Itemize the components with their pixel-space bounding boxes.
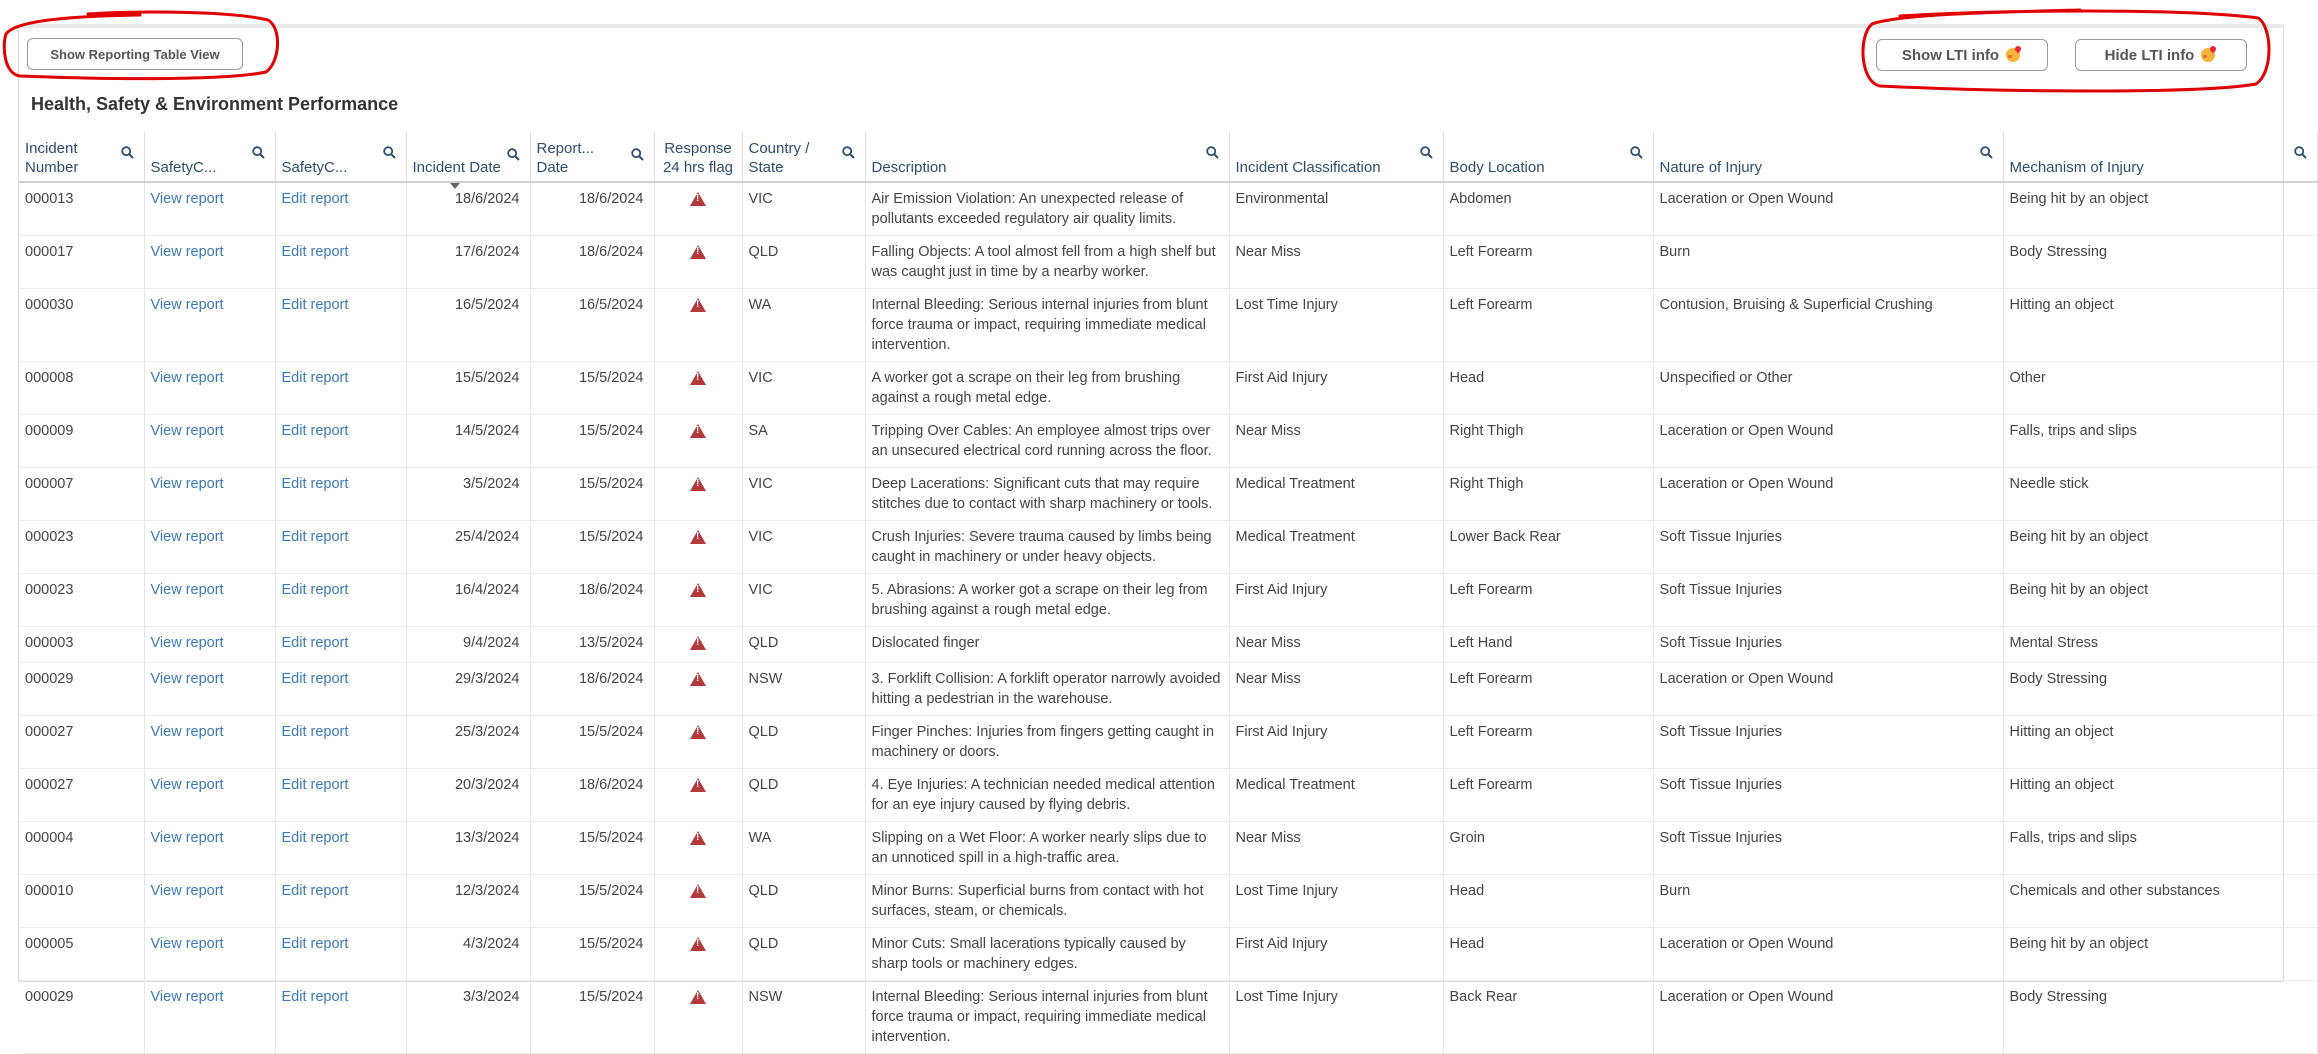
cell-incident-date: 25/4/2024 [406,521,530,574]
cell-safetyc-edit[interactable]: Edit report [275,574,406,627]
cell-description: 3. Forklift Collision: A forklift operator narrowly avoided hitting a pedestrian in the warehouse. [865,663,1229,716]
cell-report-date: 15/5/2024 [530,521,654,574]
cell-response-24hrs-flag [654,521,742,574]
hide-lti-info-label: Hide LTI info [2104,46,2195,64]
cell-country-state: WA [742,822,865,875]
page-title: Health, Safety & Environment Performance [31,94,399,114]
search-icon[interactable] [842,146,855,159]
cell-country-state: VIC [742,521,865,574]
cell-safetyc-view[interactable]: View report [144,663,275,716]
cell-nature-of-injury: Soft Tissue Injuries [1653,822,2003,875]
cell-body-location: Left Forearm [1443,289,1653,362]
cell-safetyc-edit[interactable]: Edit report [275,627,406,663]
cell-mechanism-of-injury: Being hit by an object [2003,928,2317,981]
cell-nature-of-injury: Soft Tissue Injuries [1653,521,2003,574]
table-row [19,981,2317,1054]
cell-mechanism-of-injury: Falls, trips and slips [2003,415,2317,468]
cell-description: 4. Eye Injuries: A technician needed medical attention for an eye injury caused by flying debris. [865,769,1229,822]
cell-country-state: SA [742,415,865,468]
table-body [19,182,2317,1054]
cell-incident-date: 13/3/2024 [406,822,530,875]
column-header-label: Response 24 hrs flag [662,140,734,176]
cell-report-date: 16/5/2024 [530,289,654,362]
warning-icon [690,477,706,491]
cell-safetyc-view[interactable]: View report [144,928,275,981]
warning-icon [690,672,706,686]
table-row [19,362,2317,415]
column-header-label: Incident Classification [1235,159,1381,176]
cell-incident-date: 3/5/2024 [406,468,530,521]
cell-body-location: Abdomen [1443,182,1653,236]
cell-report-date: 15/5/2024 [530,362,654,415]
column-header-country-state[interactable] [742,132,865,182]
cell-country-state: QLD [742,928,865,981]
cell-incident-classification: First Aid Injury [1229,574,1443,627]
cell-incident-date: 25/3/2024 [406,716,530,769]
column-header-label: SafetyC... [281,159,348,176]
search-icon[interactable] [2294,146,2307,159]
warning-icon [690,298,706,312]
cell-safetyc-view[interactable]: View report [144,822,275,875]
cell-report-date: 15/5/2024 [530,875,654,928]
cell-report-date: 13/5/2024 [530,627,654,663]
cell-description: Deep Lacerations: Significant cuts that may require stitches due to contact with sharp machinery or tools. [865,468,1229,521]
column-header-response-24hrs-flag[interactable] [654,132,742,182]
table-row [19,663,2317,716]
cell-nature-of-injury: Soft Tissue Injuries [1653,627,2003,663]
search-icon[interactable] [1980,146,1993,159]
cell-mechanism-of-injury: Needle stick [2003,468,2317,521]
cell-description: Air Emission Violation: An unexpected release of pollutants exceeded regulatory air quality limits. [865,182,1229,236]
cell-response-24hrs-flag [654,875,742,928]
cell-body-location: Head [1443,928,1653,981]
cell-report-date: 18/6/2024 [530,769,654,822]
search-icon[interactable] [1420,146,1433,159]
cell-description: Tripping Over Cables: An employee almost trips over an unsecured electrical cord running across the floor. [865,415,1229,468]
cell-mechanism-of-injury: Being hit by an object [2003,182,2317,236]
cell-safetyc-edit[interactable]: Edit report [275,236,406,289]
warning-icon [690,884,706,898]
column-header-incident-classification[interactable] [1229,132,1443,182]
cell-incident-classification: Near Miss [1229,236,1443,289]
cell-incident-classification: Environmental [1229,182,1443,236]
warning-icon [690,530,706,544]
table-row [19,415,2317,468]
cell-nature-of-injury: Laceration or Open Wound [1653,182,2003,236]
cell-description: Finger Pinches: Injuries from fingers getting caught in machinery or doors. [865,716,1229,769]
cell-mechanism-of-injury: Other [2003,362,2317,415]
warning-icon [690,831,706,845]
cell-body-location: Left Hand [1443,627,1653,663]
cell-report-date: 18/6/2024 [530,663,654,716]
column-header-label: SafetyC... [150,159,217,176]
column-header-label: Country / State [748,140,810,176]
warning-icon [690,990,706,1004]
warning-icon [690,424,706,438]
cell-safetyc-edit[interactable]: Edit report [275,289,406,362]
cell-incident-classification: First Aid Injury [1229,716,1443,769]
cell-incident-date: 9/4/2024 [406,627,530,663]
table-row [19,236,2317,289]
cell-description: Minor Cuts: Small lacerations typically caused by sharp tools or machinery edges. [865,928,1229,981]
cell-incident-classification: Medical Treatment [1229,769,1443,822]
cell-nature-of-injury: Laceration or Open Wound [1653,928,2003,981]
cell-incident-number: 000029 [19,981,144,1054]
cell-nature-of-injury: Laceration or Open Wound [1653,468,2003,521]
cell-report-date: 15/5/2024 [530,981,654,1054]
column-header-label: Body Location [1449,159,1545,176]
cell-response-24hrs-flag [654,981,742,1054]
cell-body-location: Left Forearm [1443,663,1653,716]
cell-response-24hrs-flag [654,627,742,663]
cell-response-24hrs-flag [654,415,742,468]
column-header-incident-date[interactable] [406,132,530,182]
cell-response-24hrs-flag [654,289,742,362]
cell-body-location: Left Forearm [1443,574,1653,627]
cell-incident-classification: First Aid Injury [1229,928,1443,981]
cell-safetyc-view[interactable]: View report [144,627,275,663]
cell-incident-date: 15/5/2024 [406,362,530,415]
cell-description: Minor Burns: Superficial burns from contact with hot surfaces, steam, or chemicals. [865,875,1229,928]
cell-report-date: 18/6/2024 [530,182,654,236]
cell-mechanism-of-injury: Body Stressing [2003,981,2317,1054]
cell-body-location: Head [1443,875,1653,928]
cell-mechanism-of-injury: Being hit by an object [2003,574,2317,627]
cell-safetyc-view[interactable]: View report [144,362,275,415]
cell-incident-classification: Lost Time Injury [1229,981,1443,1054]
cell-safetyc-edit[interactable]: Edit report [275,875,406,928]
column-header-label: Incident Date [412,159,501,176]
warning-icon [690,725,706,739]
cell-incident-date: 29/3/2024 [406,663,530,716]
search-icon[interactable] [1206,146,1219,159]
show-reporting-table-view-label: Show Reporting Table View [50,46,220,62]
smiling-face-hearts-icon [2006,48,2022,62]
cell-country-state: NSW [742,663,865,716]
cell-response-24hrs-flag [654,822,742,875]
cell-incident-classification: Near Miss [1229,415,1443,468]
cell-country-state: QLD [742,716,865,769]
cell-country-state: VIC [742,468,865,521]
cell-body-location: Left Forearm [1443,716,1653,769]
column-header-label: Report... Date [536,140,595,176]
cell-incident-date: 3/3/2024 [406,981,530,1054]
table-row [19,182,2317,236]
warning-icon [690,778,706,792]
cell-incident-number: 000023 [19,574,144,627]
sort-descending-icon[interactable] [450,183,460,189]
cell-response-24hrs-flag [654,663,742,716]
cell-incident-classification: Lost Time Injury [1229,289,1443,362]
cell-incident-number: 000023 [19,521,144,574]
cell-incident-classification: Near Miss [1229,822,1443,875]
search-icon[interactable] [507,148,520,161]
cell-incident-number: 000017 [19,236,144,289]
search-icon[interactable] [252,146,265,159]
cell-safetyc-view[interactable]: View report [144,769,275,822]
cell-nature-of-injury: Soft Tissue Injuries [1653,769,2003,822]
cell-incident-number: 000027 [19,716,144,769]
cell-mechanism-of-injury: Hitting an object [2003,769,2317,822]
cell-safetyc-edit[interactable]: Edit report [275,521,406,574]
cell-incident-number: 000030 [19,289,144,362]
cell-report-date: 15/5/2024 [530,468,654,521]
cell-description: Internal Bleeding: Serious internal injuries from blunt force trauma or impact, requiring immediate medical intervention. [865,289,1229,362]
column-header-safetyc-edit[interactable] [275,132,406,182]
cell-incident-number: 000029 [19,663,144,716]
cell-safetyc-edit[interactable]: Edit report [275,716,406,769]
cell-mechanism-of-injury: Hitting an object [2003,716,2317,769]
cell-safetyc-view[interactable]: View report [144,182,275,236]
cell-safetyc-view[interactable]: View report [144,981,275,1054]
cell-nature-of-injury: Burn [1653,236,2003,289]
cell-report-date: 18/6/2024 [530,574,654,627]
search-icon[interactable] [383,146,396,159]
cell-country-state: QLD [742,236,865,289]
cell-mechanism-of-injury: Being hit by an object [2003,521,2317,574]
cell-description: A worker got a scrape on their leg from brushing against a rough metal edge. [865,362,1229,415]
cell-response-24hrs-flag [654,182,742,236]
cell-incident-classification: Near Miss [1229,663,1443,716]
cell-country-state: QLD [742,769,865,822]
cell-response-24hrs-flag [654,716,742,769]
cell-incident-classification: Medical Treatment [1229,521,1443,574]
incident-table [19,132,2318,1054]
cell-safetyc-edit[interactable]: Edit report [275,182,406,236]
cell-safetyc-view[interactable]: View report [144,521,275,574]
cell-response-24hrs-flag [654,236,742,289]
table-row [19,289,2317,362]
cell-safetyc-view[interactable]: View report [144,236,275,289]
cell-safetyc-edit[interactable]: Edit report [275,769,406,822]
cell-incident-number: 000027 [19,769,144,822]
cell-mechanism-of-injury: Chemicals and other substances [2003,875,2317,928]
column-header-nature-of-injury[interactable] [1653,132,2003,182]
cell-incident-number: 000013 [19,182,144,236]
cell-mechanism-of-injury: Mental Stress [2003,627,2317,663]
warning-icon [690,937,706,951]
cell-mechanism-of-injury: Hitting an object [2003,289,2317,362]
cell-description: Internal Bleeding: Serious internal injuries from blunt force trauma or impact, requiring immediate medical intervention. [865,981,1229,1054]
warning-icon [690,583,706,597]
column-header-body-location[interactable] [1443,132,1653,182]
cell-safetyc-view[interactable]: View report [144,574,275,627]
cell-incident-date: 4/3/2024 [406,928,530,981]
cell-nature-of-injury: Soft Tissue Injuries [1653,716,2003,769]
cell-mechanism-of-injury: Body Stressing [2003,236,2317,289]
column-header-label: Description [871,159,947,176]
cell-safetyc-view[interactable]: View report [144,415,275,468]
table-row [19,716,2317,769]
column-header-report-date[interactable] [530,132,654,182]
cell-mechanism-of-injury: Body Stressing [2003,663,2317,716]
column-header-incident-number[interactable] [19,132,144,182]
column-header-description[interactable] [865,132,1229,182]
cell-incident-number: 000003 [19,627,144,663]
cell-safetyc-edit[interactable]: Edit report [275,663,406,716]
cell-safetyc-view[interactable]: View report [144,875,275,928]
cell-incident-date: 16/4/2024 [406,574,530,627]
cell-report-date: 15/5/2024 [530,822,654,875]
cell-nature-of-injury: Laceration or Open Wound [1653,663,2003,716]
cell-incident-date: 12/3/2024 [406,875,530,928]
cell-incident-number: 000007 [19,468,144,521]
table-row [19,521,2317,574]
cell-country-state: NSW [742,981,865,1054]
cell-safetyc-edit[interactable]: Edit report [275,822,406,875]
cell-response-24hrs-flag [654,928,742,981]
cell-safetyc-edit[interactable]: Edit report [275,928,406,981]
cell-country-state: VIC [742,362,865,415]
app-frame [18,24,2284,1045]
cell-body-location: Groin [1443,822,1653,875]
search-icon[interactable] [121,146,134,159]
column-header-label: Nature of Injury [1659,159,1763,176]
cell-nature-of-injury: Burn [1653,875,2003,928]
column-header-label: Incident Number [25,140,79,176]
hide-lti-info-button[interactable] [2075,39,2247,71]
smiling-face-hearts-icon [2201,48,2217,62]
warning-icon [690,245,706,259]
show-lti-info-button[interactable] [1876,39,2048,71]
cell-safetyc-view[interactable]: View report [144,468,275,521]
cell-body-location: Right Thigh [1443,415,1653,468]
cell-incident-number: 000009 [19,415,144,468]
cell-mechanism-of-injury: Falls, trips and slips [2003,822,2317,875]
cell-incident-classification: First Aid Injury [1229,362,1443,415]
incident-table-container[interactable] [19,132,2285,1045]
table-row [19,574,2317,627]
cell-description: Falling Objects: A tool almost fell from a high shelf but was caught just in time by a nearby worker. [865,236,1229,289]
cell-safetyc-edit[interactable]: Edit report [275,362,406,415]
cell-incident-date: 20/3/2024 [406,769,530,822]
cell-report-date: 15/5/2024 [530,716,654,769]
cell-nature-of-injury: Unspecified or Other [1653,362,2003,415]
warning-icon [690,192,706,206]
column-header-mechanism-of-injury[interactable] [2003,132,2317,182]
cell-safetyc-view[interactable]: View report [144,289,275,362]
cell-description: 5. Abrasions: A worker got a scrape on their leg from brushing against a rough metal edge. [865,574,1229,627]
cell-safetyc-edit[interactable]: Edit report [275,415,406,468]
cell-country-state: WA [742,289,865,362]
cell-response-24hrs-flag [654,574,742,627]
cell-body-location: Head [1443,362,1653,415]
cell-body-location: Left Forearm [1443,236,1653,289]
table-row [19,822,2317,875]
cell-incident-date: 16/5/2024 [406,289,530,362]
cell-incident-date: 14/5/2024 [406,415,530,468]
cell-body-location: Right Thigh [1443,468,1653,521]
cell-description: Crush Injuries: Severe trauma caused by limbs being caught in machinery or under heavy objects. [865,521,1229,574]
search-icon[interactable] [1630,146,1643,159]
search-icon[interactable] [631,148,644,161]
cell-incident-number: 000008 [19,362,144,415]
cell-report-date: 15/5/2024 [530,928,654,981]
table-header-row [19,132,2317,182]
table-row [19,928,2317,981]
cell-body-location: Left Forearm [1443,769,1653,822]
show-reporting-table-view-button[interactable] [27,38,243,70]
cell-country-state: QLD [742,627,865,663]
cell-report-date: 15/5/2024 [530,415,654,468]
cell-body-location: Back Rear [1443,981,1653,1054]
cell-safetyc-view[interactable]: View report [144,716,275,769]
show-lti-info-label: Show LTI info [1901,46,2000,64]
cell-nature-of-injury: Soft Tissue Injuries [1653,574,2003,627]
cell-country-state: QLD [742,875,865,928]
table-row [19,627,2317,663]
cell-safetyc-edit[interactable]: Edit report [275,468,406,521]
cell-report-date: 18/6/2024 [530,236,654,289]
cell-response-24hrs-flag [654,769,742,822]
cell-response-24hrs-flag [654,468,742,521]
cell-incident-number: 000010 [19,875,144,928]
cell-description: Slipping on a Wet Floor: A worker nearly slips due to an unnoticed spill in a high-traffic area. [865,822,1229,875]
cell-response-24hrs-flag [654,362,742,415]
table-row [19,468,2317,521]
cell-nature-of-injury: Laceration or Open Wound [1653,415,2003,468]
warning-icon [690,636,706,650]
cell-safetyc-edit[interactable]: Edit report [275,981,406,1054]
cell-body-location: Lower Back Rear [1443,521,1653,574]
cell-nature-of-injury: Contusion, Bruising & Superficial Crushing [1653,289,2003,362]
warning-icon [690,371,706,385]
cell-country-state: VIC [742,574,865,627]
table-row [19,875,2317,928]
column-header-label: Mechanism of Injury [2009,159,2144,176]
column-header-safetyc-view[interactable] [144,132,275,182]
table-row [19,769,2317,822]
cell-incident-number: 000004 [19,822,144,875]
cell-country-state: VIC [742,182,865,236]
cell-incident-date: 18/6/2024 [406,182,530,236]
cell-incident-classification: Near Miss [1229,627,1443,663]
cell-description: Dislocated finger [865,627,1229,663]
cell-incident-classification: Lost Time Injury [1229,875,1443,928]
cell-incident-date: 17/6/2024 [406,236,530,289]
cell-incident-classification: Medical Treatment [1229,468,1443,521]
cell-incident-number: 000005 [19,928,144,981]
cell-nature-of-injury: Laceration or Open Wound [1653,981,2003,1054]
